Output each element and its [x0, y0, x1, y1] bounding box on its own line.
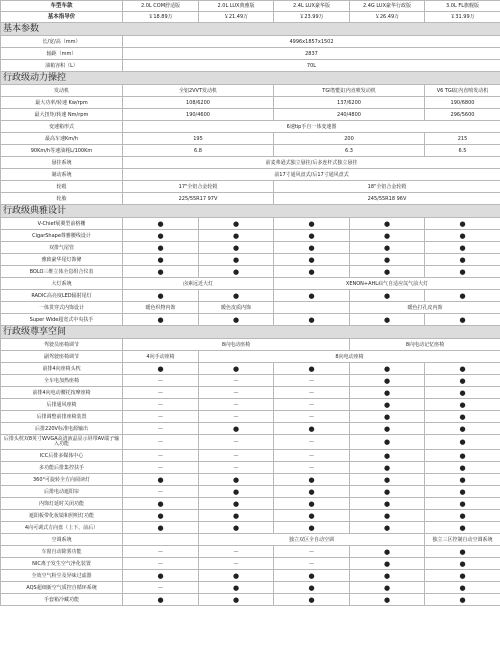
- spec-value: 独立三区控制自动空调系统: [425, 534, 500, 546]
- spec-label: 后排220V标准电源输出: [1, 423, 123, 435]
- standard-dot: ●: [199, 242, 274, 254]
- spec-label: 后排调整前排座椅装置: [1, 411, 123, 423]
- standard-dot: ●: [199, 498, 274, 510]
- spec-value: V6 TGI缸内直喷发动机: [425, 85, 500, 97]
- spec-label: CigarShape尊雅腰线设计: [1, 230, 123, 242]
- section-header-row: [1, 205, 500, 218]
- standard-dot: ●: [123, 314, 199, 326]
- standard-dot: ●: [274, 230, 350, 242]
- standard-dot: ●: [425, 399, 500, 411]
- spec-row: [1, 522, 500, 534]
- spec-label: 双排气尾管: [1, 242, 123, 254]
- not-available-dash: —: [123, 546, 199, 558]
- spec-row: [1, 60, 500, 72]
- spec-label: 最高车速Km/h: [1, 133, 123, 145]
- not-available-dash: —: [123, 375, 199, 387]
- spec-label: 前排4向座椅头枕: [1, 363, 123, 375]
- spec-label: RADIC高亮度LED辐射尾灯: [1, 290, 123, 302]
- standard-dot: ●: [350, 254, 425, 266]
- standard-dot: ●: [350, 363, 425, 375]
- spec-row: [1, 266, 500, 278]
- not-available-dash: —: [199, 375, 274, 387]
- spec-value: 190/4600: [123, 109, 274, 121]
- spec-row: [1, 290, 500, 302]
- model-name: 2.4G LUX豪华行政版: [350, 1, 425, 12]
- not-available-dash: —: [199, 558, 274, 570]
- spec-label: 后排头枕双8英寸WVGA高清液晶显示屏带AV端子输入功能: [1, 435, 123, 450]
- spec-value: 6速tip手自一体变速器: [123, 121, 500, 133]
- spec-label: 轮胎: [1, 193, 123, 205]
- not-available-dash: —: [274, 375, 350, 387]
- standard-dot: ●: [425, 254, 500, 266]
- spec-value: 8向电动座椅: [123, 339, 350, 351]
- spec-value: 2837: [123, 48, 500, 60]
- standard-dot: ●: [425, 290, 500, 302]
- not-available-dash: —: [274, 450, 350, 462]
- not-available-dash: —: [123, 558, 199, 570]
- standard-dot: ●: [199, 218, 274, 230]
- spec-row: [1, 230, 500, 242]
- standard-dot: ●: [274, 570, 350, 582]
- spec-value: 暖色皮质内饰: [199, 302, 274, 314]
- not-available-dash: —: [199, 399, 274, 411]
- spec-label: 副驾驶座椅调节: [1, 351, 123, 363]
- standard-dot: ●: [425, 486, 500, 498]
- not-available-dash: —: [123, 411, 199, 423]
- standard-dot: ●: [425, 242, 500, 254]
- standard-dot: ●: [199, 594, 274, 606]
- standard-dot: ●: [425, 474, 500, 486]
- standard-dot: ●: [199, 522, 274, 534]
- spec-value: 6.5: [425, 145, 500, 157]
- standard-dot: ●: [199, 266, 274, 278]
- not-available-dash: —: [199, 450, 274, 462]
- spec-row: [1, 387, 500, 399]
- spec-label: 悬挂系统: [1, 157, 123, 169]
- standard-dot: ●: [123, 498, 199, 510]
- spec-value: 全铝2VVT发动机: [123, 85, 274, 97]
- not-available-dash: —: [199, 435, 274, 450]
- standard-dot: ●: [350, 242, 425, 254]
- not-available-dash: —: [274, 435, 350, 450]
- standard-dot: ●: [350, 510, 425, 522]
- spec-label: 空调系统: [1, 534, 123, 546]
- not-available-dash: —: [123, 462, 199, 474]
- standard-dot: ●: [425, 582, 500, 594]
- spec-value: 18"全铝合金轮毂: [274, 181, 500, 193]
- spec-row: [1, 363, 500, 375]
- not-available-dash: —: [274, 558, 350, 570]
- not-available-dash: —: [199, 411, 274, 423]
- spec-row: [1, 498, 500, 510]
- standard-dot: ●: [274, 242, 350, 254]
- standard-dot: ●: [425, 314, 500, 326]
- model-price: ￥31.99万: [425, 12, 500, 23]
- standard-dot: ●: [274, 266, 350, 278]
- spec-value: 卤素远近大灯: [123, 278, 274, 290]
- spec-value: [123, 534, 199, 546]
- spec-label: 遮阳板带化妆镜和照明灯功能: [1, 510, 123, 522]
- not-available-dash: —: [123, 435, 199, 450]
- standard-dot: ●: [425, 558, 500, 570]
- standard-dot: ●: [425, 435, 500, 450]
- spec-row: [1, 423, 500, 435]
- model-header-row: [1, 1, 500, 12]
- spec-label: 最大扭矩/转速 Nm/rpm: [1, 109, 123, 121]
- spec-row: [1, 450, 500, 462]
- spec-row: [1, 486, 500, 498]
- standard-dot: ●: [199, 486, 274, 498]
- spec-label: 变速箱形式: [1, 121, 123, 133]
- not-available-dash: —: [123, 486, 199, 498]
- standard-dot: ●: [425, 423, 500, 435]
- spec-value: 6.3: [274, 145, 425, 157]
- section-header-row: [1, 23, 500, 36]
- standard-dot: ●: [425, 570, 500, 582]
- spec-row: [1, 411, 500, 423]
- spec-value: 240/4800: [274, 109, 425, 121]
- spec-value: 8向电动记忆座椅: [350, 339, 500, 351]
- standard-dot: ●: [274, 474, 350, 486]
- spec-value: 前麦弗逊式独立悬挂/后多连杆式独立悬挂: [123, 157, 500, 169]
- standard-dot: ●: [425, 375, 500, 387]
- not-available-dash: —: [274, 411, 350, 423]
- not-available-dash: —: [274, 387, 350, 399]
- spec-label: 驾驶员座椅调节: [1, 339, 123, 351]
- spec-label: 轴距（mm）: [1, 48, 123, 60]
- spec-label: 发动机: [1, 85, 123, 97]
- standard-dot: ●: [274, 290, 350, 302]
- spec-row: [1, 169, 500, 181]
- standard-dot: ●: [123, 594, 199, 606]
- spec-row: [1, 594, 500, 606]
- spec-row: [1, 399, 500, 411]
- standard-dot: ●: [123, 230, 199, 242]
- spec-label: 长/宽/高（mm）: [1, 36, 123, 48]
- spec-label: NIC离子发生空气净化装置: [1, 558, 123, 570]
- spec-value: 190/6800: [425, 97, 500, 109]
- not-available-dash: —: [123, 582, 199, 594]
- model-price: ￥26.49万: [350, 12, 425, 23]
- not-available-dash: —: [123, 450, 199, 462]
- standard-dot: ●: [199, 474, 274, 486]
- spec-label: 360°可旋转全方向阅读灯: [1, 474, 123, 486]
- standard-dot: ●: [199, 254, 274, 266]
- standard-dot: ●: [199, 582, 274, 594]
- spec-value: 200: [274, 133, 425, 145]
- standard-dot: ●: [123, 474, 199, 486]
- section-title: 行政级典雅设计: [1, 205, 500, 218]
- standard-dot: ●: [350, 594, 425, 606]
- spec-row: [1, 302, 500, 314]
- standard-dot: ●: [199, 510, 274, 522]
- spec-value: TGI智能缸内直喷发动机: [274, 85, 425, 97]
- spec-label: 轮毂: [1, 181, 123, 193]
- standard-dot: ●: [350, 558, 425, 570]
- spec-value: 137/6200: [274, 97, 425, 109]
- spec-value: 暖色织物内饰: [123, 302, 199, 314]
- spec-row: [1, 254, 500, 266]
- spec-value: 17"全铝合金轮毂: [123, 181, 274, 193]
- standard-dot: ●: [274, 363, 350, 375]
- spec-label: 油箱容积（L）: [1, 60, 123, 72]
- standard-dot: ●: [425, 522, 500, 534]
- standard-dot: ●: [425, 363, 500, 375]
- not-available-dash: —: [274, 546, 350, 558]
- model-name: 2.0L COM舒适版: [123, 1, 199, 12]
- spec-label: Super Wide超宽式中央扶手: [1, 314, 123, 326]
- spec-row: [1, 339, 500, 351]
- spec-value: 独立双区全自动空调: [199, 534, 425, 546]
- spec-value: 暖色打孔皮内饰: [350, 302, 500, 314]
- section-header-row: [1, 72, 500, 85]
- standard-dot: ●: [350, 266, 425, 278]
- spec-row: [1, 558, 500, 570]
- spec-label: 制动系统: [1, 169, 123, 181]
- standard-dot: ●: [274, 582, 350, 594]
- standard-dot: ●: [350, 387, 425, 399]
- spec-value: 245/55R18 96V: [274, 193, 500, 205]
- standard-dot: ●: [199, 314, 274, 326]
- spec-row: [1, 109, 500, 121]
- section-title: 行政级动力操控: [1, 72, 500, 85]
- model-name: 2.4L LUX豪华版: [274, 1, 350, 12]
- spec-row: [1, 48, 500, 60]
- standard-dot: ●: [350, 218, 425, 230]
- spec-row: [1, 193, 500, 205]
- spec-label: 大灯系统: [1, 278, 123, 290]
- standard-dot: ●: [350, 546, 425, 558]
- standard-dot: ●: [123, 510, 199, 522]
- standard-dot: ●: [350, 522, 425, 534]
- not-available-dash: —: [274, 399, 350, 411]
- spec-row: [1, 133, 500, 145]
- spec-row: [1, 582, 500, 594]
- spec-label: 雅致豪华尾灯饰條: [1, 254, 123, 266]
- standard-dot: ●: [350, 474, 425, 486]
- spec-label: 最大功率/转速 Kw/rpm: [1, 97, 123, 109]
- model-price: ￥23.99万: [274, 12, 350, 23]
- standard-dot: ●: [425, 450, 500, 462]
- standard-dot: ●: [425, 230, 500, 242]
- not-available-dash: —: [199, 462, 274, 474]
- standard-dot: ●: [274, 314, 350, 326]
- spec-row: [1, 546, 500, 558]
- spec-row: [1, 181, 500, 193]
- standard-dot: ●: [350, 582, 425, 594]
- spec-value: 前17寸通风盘式/后17寸通风盘式: [123, 169, 500, 181]
- standard-dot: ●: [274, 522, 350, 534]
- standard-dot: ●: [274, 594, 350, 606]
- spec-label: ICC后排多媒体中心: [1, 450, 123, 462]
- spec-label: 90Km/h等速油耗L/100Km: [1, 145, 123, 157]
- spec-row: [1, 121, 500, 133]
- standard-dot: ●: [350, 411, 425, 423]
- not-available-dash: —: [274, 462, 350, 474]
- standard-dot: ●: [199, 570, 274, 582]
- spec-label: AQS超细新空气质控自循环系统: [1, 582, 123, 594]
- spec-row: [1, 375, 500, 387]
- spec-value: 8向电动座椅: [199, 351, 500, 363]
- section-title: 行政级尊享空间: [1, 326, 500, 339]
- spec-label: 全车电加热座椅: [1, 375, 123, 387]
- price-header-label: 基本指导价: [1, 12, 123, 23]
- not-available-dash: —: [123, 399, 199, 411]
- spec-label: 全效空气粉尘及异味过滤器: [1, 570, 123, 582]
- standard-dot: ●: [425, 266, 500, 278]
- spec-row: [1, 474, 500, 486]
- standard-dot: ●: [199, 230, 274, 242]
- not-available-dash: —: [123, 423, 199, 435]
- spec-row: [1, 534, 500, 546]
- spec-value: 4向手动座椅: [123, 351, 199, 363]
- standard-dot: ●: [123, 290, 199, 302]
- spec-row: [1, 510, 500, 522]
- standard-dot: ●: [425, 218, 500, 230]
- spec-row: [1, 462, 500, 474]
- standard-dot: ●: [425, 387, 500, 399]
- spec-label: 手套箱冷藏功能: [1, 594, 123, 606]
- standard-dot: ●: [425, 411, 500, 423]
- spec-row: [1, 278, 500, 290]
- standard-dot: ●: [350, 314, 425, 326]
- standard-dot: ●: [199, 290, 274, 302]
- standard-dot: ●: [350, 290, 425, 302]
- spec-value: 296/5600: [425, 109, 500, 121]
- standard-dot: ●: [350, 435, 425, 450]
- spec-row: [1, 218, 500, 230]
- section-title: 基本参数: [1, 23, 500, 36]
- standard-dot: ●: [425, 498, 500, 510]
- spec-label: BOLO三维立体全息组合仪表: [1, 266, 123, 278]
- spec-label: V-Chief展翼型前格栅: [1, 218, 123, 230]
- spec-row: [1, 97, 500, 109]
- spec-row: [1, 314, 500, 326]
- standard-dot: ●: [425, 546, 500, 558]
- standard-dot: ●: [350, 570, 425, 582]
- spec-row: [1, 36, 500, 48]
- model-name: 2.0L LUX典雅版: [199, 1, 274, 12]
- section-header-row: [1, 326, 500, 339]
- standard-dot: ●: [123, 363, 199, 375]
- standard-dot: ●: [274, 498, 350, 510]
- spec-value: 70L: [123, 60, 500, 72]
- standard-dot: ●: [274, 486, 350, 498]
- not-available-dash: —: [199, 546, 274, 558]
- not-available-dash: —: [199, 387, 274, 399]
- spec-label: 4向可调式方向盘（上下、前后）: [1, 522, 123, 534]
- standard-dot: ●: [274, 254, 350, 266]
- standard-dot: ●: [123, 522, 199, 534]
- standard-dot: ●: [123, 266, 199, 278]
- model-header-label: 车型车款: [1, 1, 123, 12]
- spec-value: XENON+AHL疝气自适应氙气前大灯: [274, 278, 500, 290]
- standard-dot: ●: [350, 486, 425, 498]
- spec-label: 一体贯穿式内饰设计: [1, 302, 123, 314]
- spec-row: [1, 570, 500, 582]
- standard-dot: ●: [274, 218, 350, 230]
- standard-dot: ●: [123, 570, 199, 582]
- standard-dot: ●: [274, 423, 350, 435]
- spec-value: 4996x1857x1502: [123, 36, 500, 48]
- standard-dot: ●: [123, 254, 199, 266]
- standard-dot: ●: [123, 218, 199, 230]
- standard-dot: ●: [350, 399, 425, 411]
- model-name: 3.0L FL旗舰版: [425, 1, 500, 12]
- spec-row: [1, 85, 500, 97]
- spec-label: 内饰灯延时关闭功能: [1, 498, 123, 510]
- spec-label: 后排电动遮阳帘: [1, 486, 123, 498]
- standard-dot: ●: [123, 242, 199, 254]
- spec-label: 多功能后排集控扶手: [1, 462, 123, 474]
- standard-dot: ●: [425, 594, 500, 606]
- spec-value: 108/6200: [123, 97, 274, 109]
- standard-dot: ●: [274, 510, 350, 522]
- spec-row: [1, 242, 500, 254]
- standard-dot: ●: [350, 498, 425, 510]
- standard-dot: ●: [199, 423, 274, 435]
- spec-value: 195: [123, 133, 274, 145]
- standard-dot: ●: [350, 375, 425, 387]
- standard-dot: ●: [425, 462, 500, 474]
- standard-dot: ●: [199, 363, 274, 375]
- spec-row: [1, 435, 500, 450]
- spec-value: 215: [425, 133, 500, 145]
- spec-row: [1, 145, 500, 157]
- spec-value: 225/55R17 97V: [123, 193, 274, 205]
- model-price: ￥18.89万: [123, 12, 199, 23]
- price-header-row: [1, 12, 500, 23]
- spec-label: 后排通风座椅: [1, 399, 123, 411]
- standard-dot: ●: [350, 450, 425, 462]
- spec-value: [274, 302, 350, 314]
- spec-row: [1, 157, 500, 169]
- standard-dot: ●: [350, 230, 425, 242]
- standard-dot: ●: [350, 423, 425, 435]
- spec-label: 前排4向电动腰托按摩座椅: [1, 387, 123, 399]
- not-available-dash: —: [123, 387, 199, 399]
- standard-dot: ●: [350, 462, 425, 474]
- spec-value: 6.8: [123, 145, 274, 157]
- model-price: ￥21.49万: [199, 12, 274, 23]
- standard-dot: ●: [425, 510, 500, 522]
- spec-row: [1, 351, 500, 363]
- spec-label: 车窗自动除雾功能: [1, 546, 123, 558]
